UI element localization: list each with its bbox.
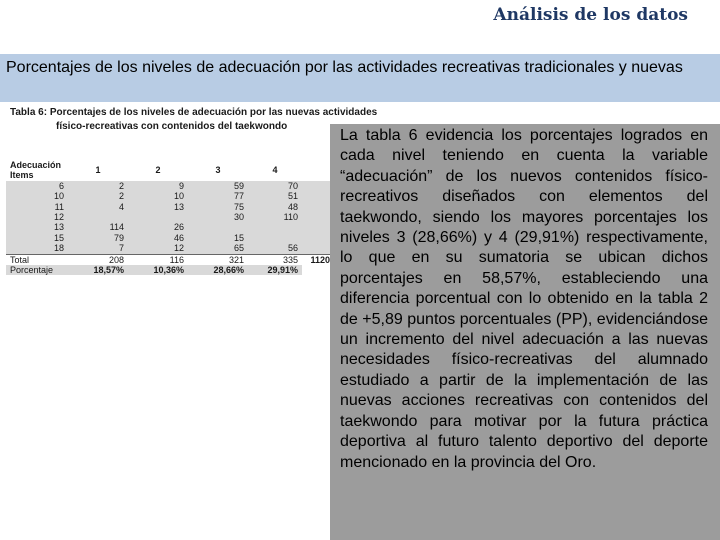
percent-label: Porcentaje [6,265,68,275]
row-cell: 2 [68,191,128,201]
table-row [6,202,334,212]
header-col-4: 4 [272,165,278,176]
row-cell: 46 [128,233,188,243]
table-row [6,181,334,191]
table-caption-line-2: físico-recreativas con contenidos del taekwondo [56,121,288,132]
header-col-2: 2 [155,165,161,176]
total-label: Total [6,254,68,265]
total-row [6,254,334,265]
table-row [6,233,334,243]
row-item: 15 [6,233,68,243]
table-row [6,191,334,201]
row-cell: 77 [188,191,248,201]
row-item: 18 [6,243,68,254]
row-cell: 12 [128,243,188,254]
percent-cell: 28,66% [188,265,248,275]
header-col-3: 3 [215,165,221,176]
percent-cell: 10,36% [128,265,188,275]
row-cell: 13 [128,202,188,212]
row-cell: 26 [128,222,188,232]
header-label-line-1: Adecuación [10,160,62,170]
percent-row [6,265,334,275]
table-row [6,243,334,254]
total-cell: 208 [68,254,128,265]
row-item: 12 [6,212,68,222]
row-cell: 56 [248,243,302,254]
total-cell: 321 [188,254,248,265]
header-label-line-2: Items [10,170,34,181]
row-cell [248,233,302,243]
table-caption-line-1: Tabla 6: Porcentajes de los niveles de adecuación por las nuevas actividades [10,107,378,118]
section-heading: Porcentajes de los niveles de adecuación por las actividades recreativas tradicionales y nuevas [6,59,683,76]
row-cell [128,212,188,222]
body-paragraph: La tabla 6 evidencia los porcentajes logrados en cada nivel teniendo en cuenta la variable “adecuación” de los nuevos contenidos físico-recreativos diseñados con elementos del taekwondo, siendo los mayores porcentajes los niveles 3 (28,66%) y 4 (29,91%) respectivamente, lo que en su sumatoria se ubican dichos porcentajes en 58,57%, estableciendo una diferencia porcentual con lo obtenido en la tabla 2 de +5,89 puntos porcentuales (PP), evidenciándose un incremento del nivel adecuación a las nuevas necesidades físico-recreativas del alumnado estudiado a partir de la implementación de las nuevas acciones recreativas con contenidos del taekwondo para motivar por la futura práctica deportiva al futuro talento deportivo del deporte mencionado en la provincia del Oro. [340,127,708,471]
table-row [6,212,334,222]
row-cell: 9 [128,181,188,191]
row-cell: 59 [188,181,248,191]
percent-cell: 18,57% [68,265,128,275]
header-col-1: 1 [95,165,101,176]
percent-cell: 29,91% [248,265,302,275]
row-cell: 2 [68,181,128,191]
row-item: 13 [6,222,68,232]
row-item: 6 [6,181,68,191]
row-cell: 30 [188,212,248,222]
row-cell: 15 [188,233,248,243]
row-cell: 51 [248,191,302,201]
total-cell: 335 [248,254,302,265]
row-cell: 4 [68,202,128,212]
row-cell: 75 [188,202,248,212]
slide-title: Análisis de los datos [493,5,688,25]
row-item: 11 [6,202,68,212]
row-cell [188,222,248,232]
row-cell [248,222,302,232]
row-item: 10 [6,191,68,201]
table-row [6,222,334,232]
adequacy-table [6,160,334,275]
table-header-row [6,160,334,181]
row-cell: 10 [128,191,188,201]
row-cell: 7 [68,243,128,254]
row-cell: 110 [248,212,302,222]
row-cell: 114 [68,222,128,232]
total-cell: 116 [128,254,188,265]
row-cell: 48 [248,202,302,212]
header-label [6,160,68,181]
row-cell: 79 [68,233,128,243]
row-cell: 70 [248,181,302,191]
row-cell: 65 [188,243,248,254]
row-cell [68,212,128,222]
total-grand: 1120 [302,254,334,265]
